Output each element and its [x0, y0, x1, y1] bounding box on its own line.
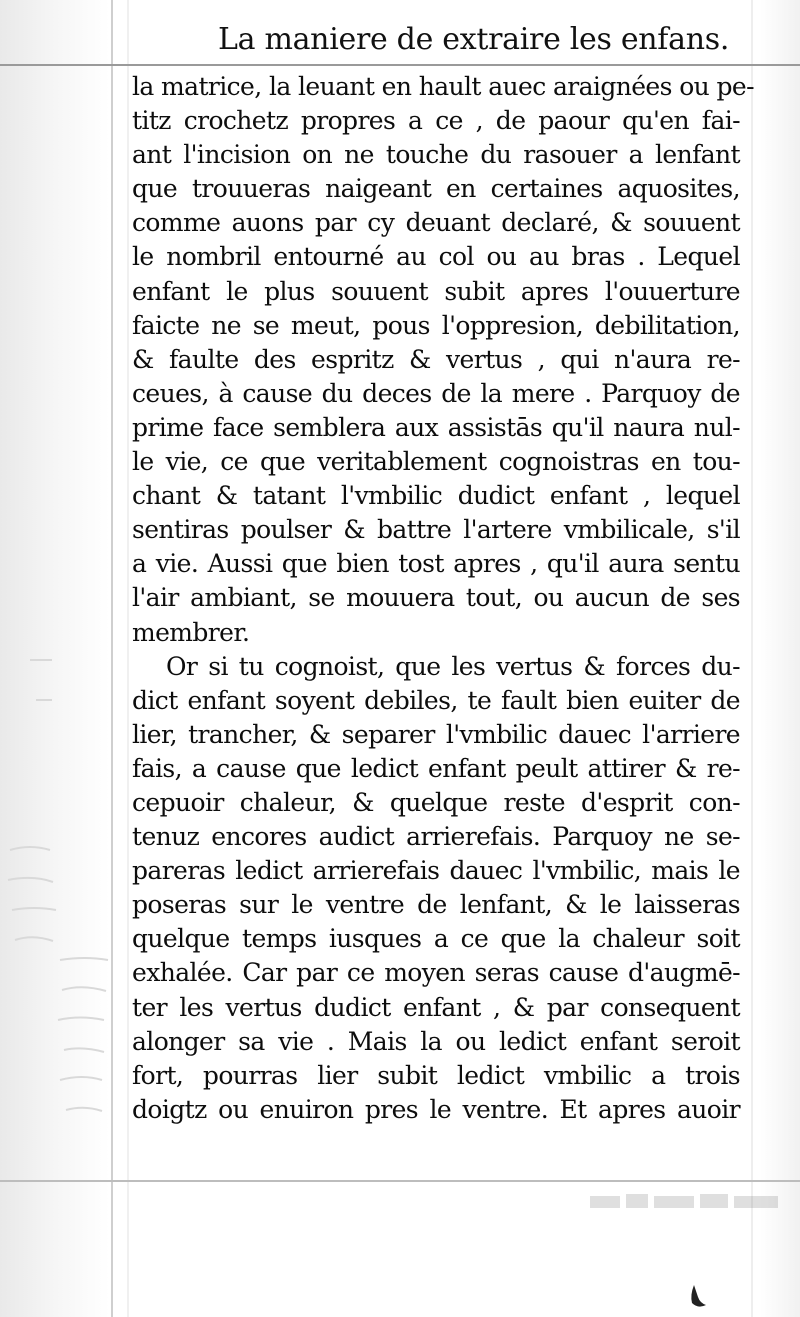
- text-line: alonger sa vie . Mais la ou ledict enfant seroit: [132, 1026, 740, 1056]
- text-line: l'air ambiant, se mouuera tout, ou aucun de ses: [132, 583, 740, 613]
- text-line: a vie. Aussi que bien tost apres , qu'il aura sentu: [132, 549, 740, 579]
- running-head: La maniere de extraire les enfans.: [218, 22, 730, 57]
- text-line: membrer.: [132, 617, 250, 647]
- text-line: tenuz encores audict arrierefais. Parquoy ne se-: [132, 822, 740, 852]
- text-line: chant & tatant l'vmbilic dudict enfant , lequel: [132, 481, 740, 511]
- text-line: faicte ne se meut, pous l'oppresion, debilitation,: [132, 310, 740, 340]
- text-line: poseras sur le ventre de lenfant, & le laisseras: [132, 890, 740, 920]
- text-line: fort, pourras lier subit ledict vmbilic a trois: [132, 1060, 740, 1090]
- text-line: Or si tu cognoist, que les vertus & forces du-: [166, 651, 740, 681]
- mirrored-bleed-through-line: [590, 1188, 780, 1214]
- text-line: ter les vertus dudict enfant , & par consequent: [132, 992, 740, 1022]
- body-text: [132, 70, 754, 1127]
- text-line: le vie, ce que veritablement cognoistras en tou-: [132, 447, 740, 477]
- text-line: pareras ledict arrierefais dauec l'vmbilic, mais le: [132, 856, 740, 886]
- text-line: ceues, à cause du deces de la mere . Parquoy de: [132, 378, 740, 408]
- text-line: prime face semblera aux assistās qu'il naura nul-: [132, 412, 740, 442]
- text-line: la matrice, la leuant en hault auec araignées ou pe-: [132, 72, 754, 101]
- text-line: dict enfant soyent debiles, te fault bien euiter de: [132, 685, 740, 715]
- text-line: & faulte des espritz & vertus , qui n'aura re-: [132, 344, 740, 374]
- paragraph-1: [132, 70, 754, 650]
- header-rule: [0, 64, 800, 66]
- page-corner-mark: [688, 1283, 710, 1309]
- text-line: doigtz ou enuiron pres le ventre. Et apres auoir: [132, 1094, 740, 1124]
- text-line: fais, a cause que ledict enfant peult attirer & re-: [132, 753, 740, 783]
- text-line: cepuoir chaleur, & quelque reste d'esprit con-: [132, 787, 740, 817]
- text-line: quelque temps iusques a ce que la chaleur soit: [132, 924, 740, 954]
- text-line: exhalée. Car par ce moyen seras cause d'augmē-: [132, 958, 740, 988]
- paragraph-2: [132, 650, 740, 1127]
- text-line: que trouueras naigeant en certaines aquosites,: [132, 174, 740, 204]
- text-line: le nombril entourné au col ou au bras . Lequel: [132, 242, 740, 272]
- text-line: titz crochetz propres a ce , de paour qu'en fai-: [132, 106, 740, 136]
- text-line: comme auons par cy deuant declaré, & souuent: [132, 208, 740, 238]
- text-line: ant l'incision on ne touche du rasouer a lenfant: [132, 140, 740, 170]
- bottom-rule: [0, 1180, 800, 1182]
- text-line: enfant le plus souuent subit apres l'ouuerture: [132, 276, 740, 306]
- text-line: sentiras poulser & battre l'artere vmbilicale, s'il: [132, 515, 740, 545]
- text-line: lier, trancher, & separer l'vmbilic dauec l'arriere: [132, 719, 740, 749]
